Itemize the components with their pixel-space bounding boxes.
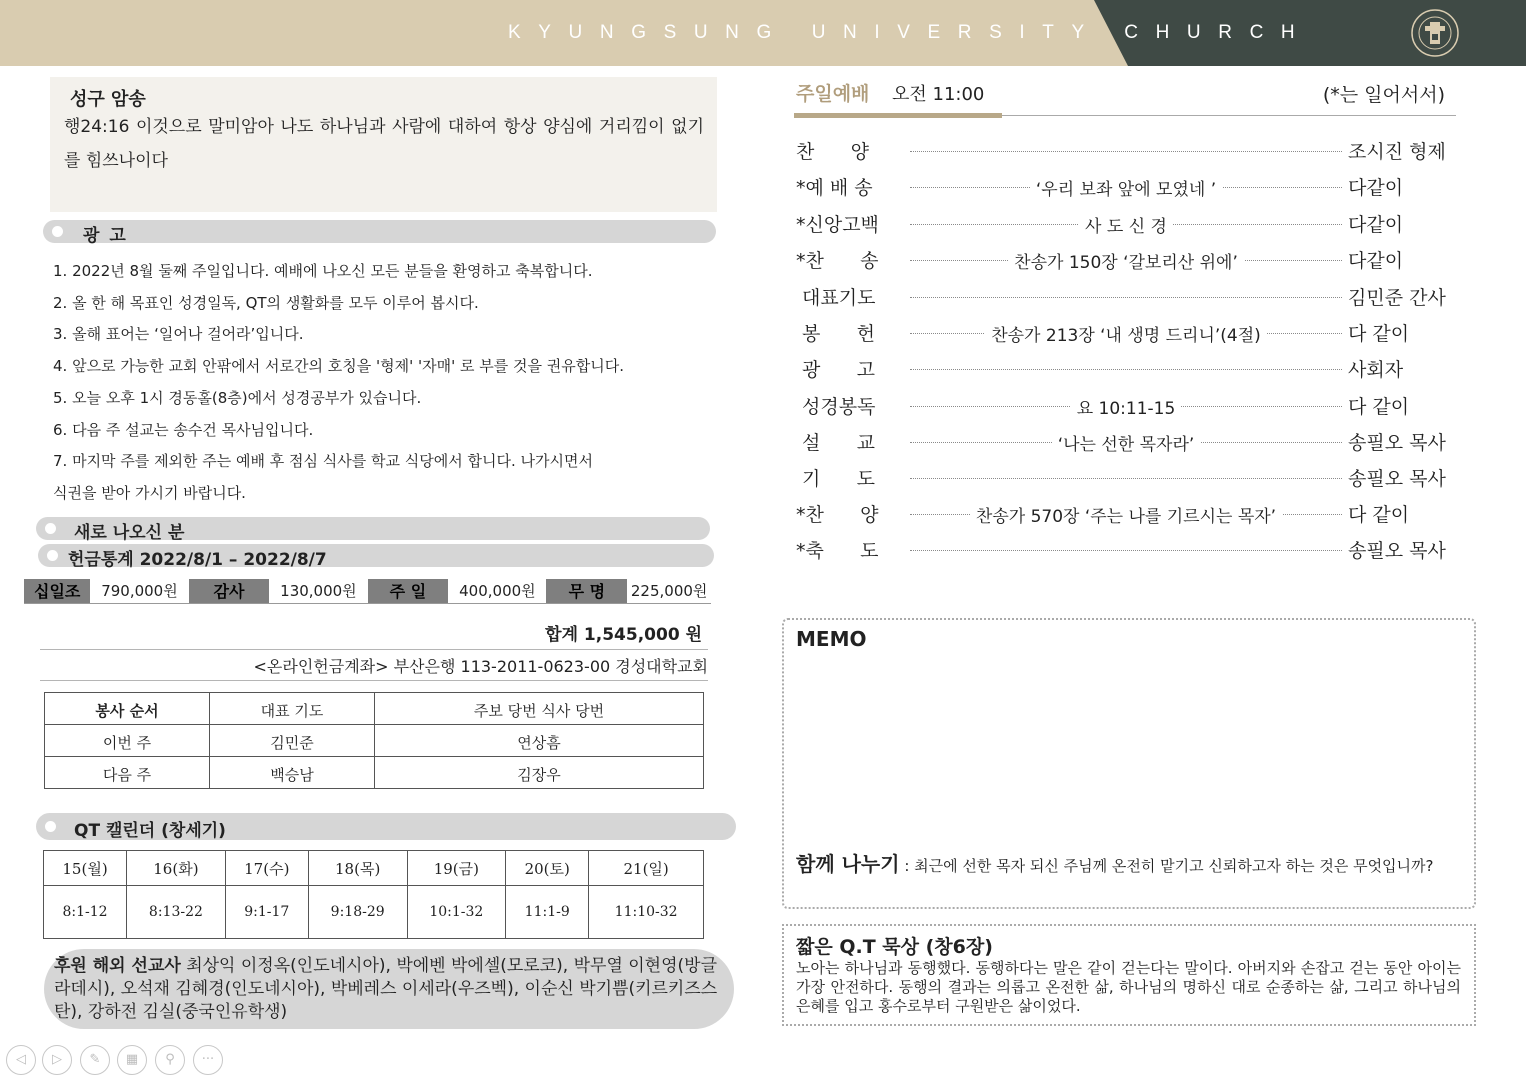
announcement-item: 3. 올해 표어는 ‘일어나 걸어라’입니다.	[53, 325, 304, 344]
order-detail: 찬송가 150장 ‘갈보리산 위에’	[1008, 253, 1244, 273]
announcement-item: 7. 마지막 주를 제외한 주는 예배 후 점심 식사를 학교 식당에서 합니다. 나가시면서	[53, 452, 593, 471]
qt-day: 19(금)	[407, 851, 506, 886]
qt-calendar-title: QT 캘린더 (창세기)	[74, 821, 226, 841]
offering-amount: 225,000원	[630, 582, 708, 600]
leader-dots	[910, 550, 1342, 551]
leader-dots	[910, 151, 1342, 152]
order-label: 찬 양	[796, 141, 869, 163]
order-item	[796, 137, 1456, 167]
qt-day: 16(화)	[127, 851, 226, 886]
accent-bar	[794, 113, 1002, 118]
missionaries-list: 최상익 이정옥(인도네시아), 박에벤 박에셀(모로코), 박무열 이현영(방글라데시), 오석재 김혜경(인도네시아), 박베레스 이세라(우즈벡), 이순신 박기쁨(키르키즈스탄), 강하전 김실(중국인유학생)	[54, 956, 718, 1022]
announcements-title: 광 고	[83, 226, 128, 246]
qt-reading: 11:10-32	[589, 886, 704, 939]
order-item	[796, 246, 1456, 276]
order-detail: 찬송가 213장 ‘내 생명 드리니’(4절)	[985, 326, 1267, 346]
qt-day: 20(토)	[506, 851, 589, 886]
share-text: : 최근에 선한 목자 되신 주님께 온전히 맡기고 신뢰하고자 하는 것은 무엇입니까?	[899, 857, 1434, 875]
table-row	[45, 725, 704, 757]
order-leader: 다같이	[1348, 250, 1404, 272]
order-leader: 송필오 목사	[1348, 432, 1446, 454]
memory-verse-text: 행24:16 이것으로 말미암아 나도 하나님과 사람에 대하여 항상 양심에 거리낌이 없기를 힘쓰나이다	[64, 117, 704, 171]
table-header: 대표 기도	[210, 693, 375, 725]
order-item	[796, 355, 1456, 385]
offering-label: 무 명	[546, 579, 627, 603]
offering-amount: 130,000원	[280, 582, 357, 600]
table-cell: 이번 주	[45, 725, 210, 757]
qt-readings-row	[44, 886, 704, 939]
online-account: <온라인헌금계좌> 부산은행 113-2011-0623-00 경성대학교회	[253, 657, 708, 676]
qt-calendar-table	[43, 850, 704, 939]
order-item	[796, 428, 1456, 458]
qt-day: 15(월)	[44, 851, 127, 886]
order-detail: 찬송가 570장 ‘주는 나를 기르시는 목자’	[970, 507, 1282, 527]
short-qt-title: 짧은 Q.T 묵상 (창6장)	[796, 936, 993, 958]
order-label: 봉 헌	[796, 323, 875, 345]
table-cell: 김민준	[210, 725, 375, 757]
offering-amounts	[24, 579, 711, 604]
order-item	[796, 319, 1456, 349]
qt-day: 18(목)	[308, 851, 407, 886]
qt-days-row	[44, 851, 704, 886]
divider	[40, 680, 708, 681]
offering-label: 십일조	[24, 579, 90, 603]
order-item	[796, 210, 1456, 240]
newcomers-title: 새로 나오신 분	[74, 523, 185, 543]
offering-amount: 790,000원	[101, 582, 178, 600]
order-item	[796, 283, 1456, 313]
memory-verse-box	[50, 77, 717, 212]
memo-box	[782, 618, 1476, 909]
worship-note: (*는 일어서서)	[1322, 84, 1445, 106]
order-label: 광 고	[796, 359, 875, 381]
announcement-item: 식권을 받아 가시기 바랍니다.	[53, 483, 246, 502]
order-leader: 다 같이	[1348, 323, 1410, 345]
qt-calendar-header	[36, 813, 736, 840]
bullet-dot	[45, 821, 56, 832]
order-label: 성경봉독	[796, 396, 876, 418]
offering-total: 합계 1,545,000 원	[545, 625, 702, 645]
pen-icon[interactable]: ✎	[80, 1045, 110, 1075]
zoom-icon[interactable]: ⚲	[155, 1045, 185, 1075]
order-leader: 다같이	[1348, 214, 1404, 236]
bullet-dot	[45, 523, 56, 534]
announcements-list	[53, 256, 693, 510]
announcement-item: 5. 오늘 오후 1시 경동홀(8층)에서 성경공부가 있습니다.	[53, 388, 422, 407]
prev-icon[interactable]: ◁	[6, 1045, 36, 1075]
order-label: *축 도	[796, 540, 879, 562]
table-header: 봉사 순서	[45, 693, 210, 725]
worship-label: 주일예배	[796, 83, 870, 105]
announcement-item: 4. 앞으로 가능한 교회 안팎에서 서로간의 호칭을 '형제' '자매' 로 부를 것을 권유합니다.	[53, 357, 624, 376]
more-icon[interactable]: ···	[193, 1045, 223, 1075]
order-detail: 요 10:11-15	[1071, 399, 1182, 419]
divider	[40, 649, 708, 650]
order-leader: 조시진 형제	[1348, 141, 1446, 163]
qt-reading: 8:1-12	[44, 886, 127, 939]
order-label: *찬 양	[796, 504, 879, 526]
order-item	[796, 464, 1456, 494]
memory-verse-title: 성구 암송	[70, 89, 146, 110]
announcements-header	[43, 220, 716, 246]
order-leader: 사회자	[1348, 359, 1404, 381]
order-label: *찬 송	[796, 250, 879, 272]
qt-day: 17(수)	[225, 851, 308, 886]
table-cell: 김장우	[375, 757, 704, 789]
order-item	[796, 536, 1456, 566]
bullet-dot	[47, 550, 58, 561]
worship-header	[796, 79, 1451, 109]
service-duty-table	[44, 692, 704, 789]
offering-label: 감사	[189, 579, 270, 603]
qt-reading: 8:13-22	[127, 886, 226, 939]
missionaries-box	[44, 949, 734, 1029]
announcement-item: 2. 올 한 해 목표인 성경일독, QT의 생활화를 모두 이루어 봅시다.	[53, 293, 479, 312]
table-row	[45, 757, 704, 789]
order-item	[796, 392, 1456, 422]
short-qt-box	[782, 924, 1476, 1026]
order-leader: 다 같이	[1348, 396, 1410, 418]
qt-day: 21(일)	[589, 851, 704, 886]
bullet-dot	[52, 226, 63, 237]
order-detail: 사 도 신 경	[1079, 217, 1173, 237]
short-qt-text: 노아는 하나님과 동행했다. 동행하다는 말은 같이 걷는다는 말이다. 아버지와 손잡고 걷는 동안 아이는 가장 안전하다. 동행의 결과는 의롭고 온전한 삶, 하나님의 명하신 대로 순종하는 삶, 그리고 하나님의 은혜를 입고 홍수로부터 구원받은 삶이었다.	[796, 959, 1461, 1015]
table-header-row	[45, 693, 704, 725]
order-detail: ‘우리 보좌 앞에 모였네 ’	[1030, 180, 1222, 200]
offering-title: 헌금통계 2022/8/1 – 2022/8/7	[68, 550, 327, 570]
order-leader: 김민준 간사	[1348, 287, 1446, 309]
order-item	[796, 173, 1456, 203]
slides-icon[interactable]: ▦	[117, 1045, 147, 1075]
offering-header	[38, 544, 714, 570]
qt-reading: 11:1-9	[506, 886, 589, 939]
table-cell: 다음 주	[45, 757, 210, 789]
order-label: 기 도	[796, 468, 875, 490]
order-leader: 다같이	[1348, 177, 1404, 199]
announcement-item: 6. 다음 주 설교는 송수건 목사님입니다.	[53, 420, 314, 439]
order-detail: ‘나는 선한 목자라’	[1052, 435, 1201, 455]
share-question	[796, 852, 1436, 876]
newcomers-header	[36, 517, 710, 543]
order-label: *예 배 송	[796, 177, 873, 199]
memo-title: MEMO	[796, 627, 867, 651]
worship-time: 오전 11:00	[892, 84, 985, 105]
table-cell: 백승남	[210, 757, 375, 789]
table-cell: 연상흠	[375, 725, 704, 757]
offering-label: 주 일	[368, 579, 449, 603]
qt-reading: 9:1-17	[225, 886, 308, 939]
order-label: 대표기도	[796, 287, 876, 309]
order-label: 설 교	[796, 432, 875, 454]
share-title: 함께 나누기	[796, 852, 900, 876]
university-seal-icon	[1410, 8, 1460, 58]
qt-reading: 10:1-32	[407, 886, 506, 939]
missionaries-title: 후원 해외 선교사	[54, 956, 181, 976]
qt-reading: 9:18-29	[308, 886, 407, 939]
order-leader: 송필오 목사	[1348, 468, 1446, 490]
leader-dots	[910, 297, 1342, 298]
leader-dots	[910, 478, 1342, 479]
leader-dots	[910, 369, 1342, 370]
table-header: 주보 당번 식사 당번	[375, 693, 704, 725]
offering-amount: 400,000원	[459, 582, 536, 600]
order-leader: 다 같이	[1348, 504, 1410, 526]
announcement-item: 1. 2022년 8월 둘째 주일입니다. 예배에 나오신 모든 분들을 환영하고 축복합니다.	[53, 262, 593, 280]
church-title: KYUNGSUNG UNIVERSITY CHURCH	[508, 22, 1313, 43]
order-item	[796, 500, 1456, 530]
next-icon[interactable]: ▷	[42, 1045, 72, 1075]
order-leader: 송필오 목사	[1348, 540, 1446, 562]
order-label: *신앙고백	[796, 214, 879, 236]
